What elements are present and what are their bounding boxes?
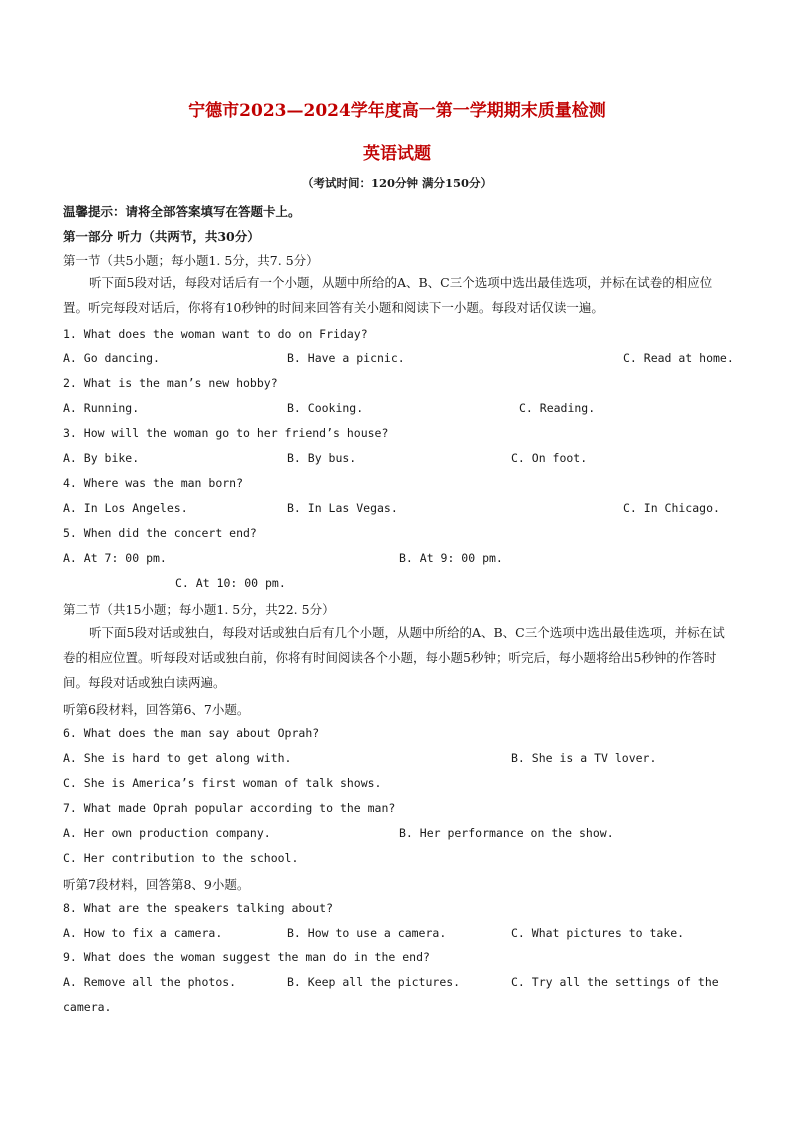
question-6-stem: 6. What does the man say about Oprah? — [63, 726, 320, 740]
q1-option-b: B. Have a picnic. — [287, 351, 405, 365]
q2-option-c: C. Reading. — [519, 401, 596, 415]
q6-option-c: C. She is America’s first woman of talk shows. — [63, 776, 382, 790]
question-8-stem: 8. What are the speakers talking about? — [63, 901, 334, 915]
q4-option-c: C. In Chicago. — [623, 501, 720, 515]
q9-option-c: C. Try all the settings of the — [511, 975, 719, 989]
q7-option-c: C. Her contribution to the school. — [63, 851, 299, 865]
question-5-stem: 5. When did the concert end? — [63, 526, 257, 540]
question-7-stem: 7. What made Oprah popular according to the man? — [63, 801, 396, 815]
q9-option-a: A. Remove all the photos. — [63, 975, 237, 989]
q1-option-a: A. Go dancing. — [63, 351, 160, 365]
q5-option-c: C. At 10: 00 pm. — [175, 576, 286, 590]
q3-option-b: B. By bus. — [287, 451, 357, 465]
question-4-stem: 4. Where was the man born? — [63, 476, 244, 490]
tip-text: 温馨提示：请将全部答案填写在答题卡上。 — [63, 204, 301, 219]
question-1-stem: 1. What does the woman want to do on Friday? — [63, 327, 368, 341]
question-2-stem: 2. What is the man’s new hobby? — [63, 376, 278, 390]
exam-info: （考试时间：120分钟 满分150分） — [301, 176, 492, 190]
section1-title: 第一节（共5小题；每小题1. 5分，共7. 5分） — [63, 253, 319, 268]
q7-option-b: B. Her performance on the show. — [399, 826, 614, 840]
q6-option-a: A. She is hard to get along with. — [63, 751, 292, 765]
q4-option-a: A. In Los Angeles. — [63, 501, 188, 515]
q3-option-a: A. By bike. — [63, 451, 140, 465]
part1-title: 第一部分 听力（共两节，共30分） — [63, 229, 260, 244]
q5-option-a: A. At 7: 00 pm. — [63, 551, 167, 565]
q3-option-c: C. On foot. — [511, 451, 588, 465]
question-3-stem: 3. How will the woman go to her friend’s house? — [63, 426, 389, 440]
material-6-heading: 听第6段材料，回答第6、7小题。 — [63, 702, 250, 717]
q6-option-b: B. She is a TV lover. — [511, 751, 657, 765]
subject-title: 英语试题 — [363, 144, 431, 164]
q9-option-c-continued: camera. — [63, 1000, 112, 1014]
q2-option-b: B. Cooking. — [287, 401, 364, 415]
q1-option-c: C. Read at home. — [623, 351, 734, 365]
q2-option-a: A. Running. — [63, 401, 140, 415]
exam-title: 宁德市2023—2024学年度高一第一学期期末质量检测 — [188, 101, 606, 121]
q8-option-c: C. What pictures to take. — [511, 926, 685, 940]
material-7-heading: 听第7段材料，回答第8、9小题。 — [63, 877, 250, 892]
section2-instructions: 听下面5段对话或独白，每段对话或独白后有几个小题，从题中所给的A、B、C三个选项中选出最佳选项，并标在试卷的相应位置。听每段对话或独白前，你将有时间阅读各个小题，每小题5秒钟；听完后，每小题将给出5秒钟的作答时间。每段对话或独白读两遍。 — [63, 625, 725, 690]
q9-option-b: B. Keep all the pictures. — [287, 975, 461, 989]
q8-option-b: B. How to use a camera. — [287, 926, 447, 940]
section1-instructions: 听下面5段对话，每段对话后有一个小题，从题中所给的A、B、C三个选项中选出最佳选项，并标在试卷的相应位置。听完每段对话后，你将有10秒钟的时间来回答有关小题和阅读下一小题。每段对话仅读一遍。 — [63, 275, 713, 315]
section2-title: 第二节（共15小题；每小题1. 5分，共22. 5分） — [63, 602, 335, 617]
q7-option-a: A. Her own production company. — [63, 826, 271, 840]
q5-option-b: B. At 9: 00 pm. — [399, 551, 503, 565]
question-9-stem: 9. What does the woman suggest the man do in the end? — [63, 950, 430, 964]
q4-option-b: B. In Las Vegas. — [287, 501, 398, 515]
q8-option-a: A. How to fix a camera. — [63, 926, 223, 940]
